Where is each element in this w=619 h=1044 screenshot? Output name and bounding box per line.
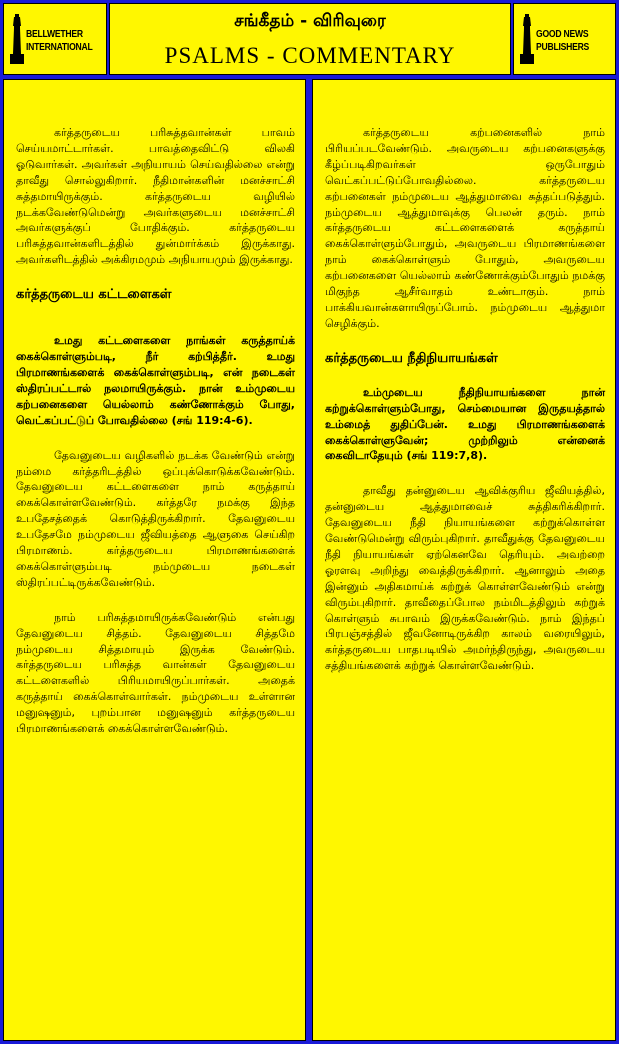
section-heading: கர்த்தருடைய நீதிநியாயங்கள் [325,350,498,366]
paragraph: கர்த்தருடைய கற்பனைகளில் நாம் பிரியப்படவேண்டும். அவருடைய கற்பனைகளுக்கு கீழ்ப்படிகிறவர்கள் ஒருபோதும் வெட்கப்பட்டுப்போவதில்லை. கர்த்தருடைய கற்பனைகள் நம்முடைய ஆத்துமாவை சுத்தப்படுத்தும். நம்முடைய ஆத்துமாவுக்கு பெலன் தரும். நாம் கர்த்தருடைய கட்டளைகளைக் கருத்தாய் கைக்கொள்ளும்போதும், அவருடைய பிரமாணங்களை நாம் கைக்கொள்ளும் போதும், அவருடைய கற்பனைகளை யெல்லாம் கண்ணோக்கும்போதும் நமக்கு மிகுந்த ஆசீர்வாதம் உண்டாகும். நாம் பாக்கியவான்களாயிருப்போம். நம்முடைய ஆத்துமா செழிக்கும். [325,126,605,330]
left-column [3,79,306,1041]
scripture-verse: உம்முடைய நீதிநியாயங்களை நான் கற்றுக்கொள்ளும்போது, செம்மையான இருதயத்தால் உம்மைத் துதிப்பேன். உமது பிரமாணங்களைக் கைக்கொள்ளுவேன்; முற்றிலும் என்னைக் கைவிடாதேயும் (சங் 119:7,8). [325,385,605,463]
title-tamil: சங்கீதம் - விரிவுரை [234,11,386,31]
paragraph: தேவனுடைய வழிகளில் நடக்க வேண்டும் என்று நம்மை கர்த்தரிடத்தில் ஒப்புக்கொடுக்கவேண்டும். தேவனுடைய கட்டளைகளை நாம் கருத்தாய் கைக்கொள்ளவேண்டும். கர்த்தரே நமக்கு இந்த உபதேசத்தைக் கொடுத்திருக்கிறார். தேவனுடைய உபதேசமே நம்முடைய ஜீவியத்தை ஆளுகை செய்கிற பிரமாணம். கர்த்தருடைய பிரமாணங்களைக் கைக்கொள்ளும்படி நம்முடைய நடைகள் ஸ்திரப்பட்டிருக்கவேண்டும். [16,448,295,589]
title-banner [109,3,511,75]
paragraph: நாம் பரிசுத்தமாயிருக்கவேண்டும் என்பது தேவனுடைய சித்தம். தேவனுடைய சித்தமே நம்முடைய சித்தமாயும் இருக்க வேண்டும். கர்த்தருடைய பரிசுத்த வான்கள் தேவனுடைய கட்டளைகளில் பிரியமாயிருப்பார்கள். அதைக் கருத்தாய் கைக்கொள்வார்கள். நம்முடைய உள்ளான மனுஷனும், புறம்பான மனுஷனும் கர்த்தருடைய பிரமாணங்களைக் கைக்கொள்ளவேண்டும். [16,610,295,736]
section-heading: கர்த்தருடைய கட்டளைகள் [16,287,172,303]
bellwether-logo [3,3,107,75]
right-column [312,79,616,1041]
scripture-verse: உமது கட்டளைகளை நாங்கள் கருத்தாய்க் கைக்கொள்ளும்படி, நீர் கற்பித்தீர். உமது பிரமாணங்களைக் கைக்கொள்ளும்படி, என் நடைகள் ஸ்திரப்பட்டால் நலமாயிருக்கும். நான் உம்முடைய கற்பனைகளை யெல்லாம் கண்ணோக்கும் போது, வெட்கப்பட்டுப் போவதில்லை (சங் 119:4-6). [16,334,295,427]
paragraph: கர்த்தருடைய பரிசுத்தவான்கள் பாவம் செய்யமாட்டார்கள். பாவத்தைவிட்டு விலகி ஓடுவார்கள். அவர்கள் அநியாயம் செய்வதில்லை என்று தாவீது சொல்லுகிறார். நீதிமான்களின் மனச்சாட்சி சுத்தமாயிருக்கும். கர்த்தருடைய வழியில் நடக்கவேண்டுமென்று அவர்களுடைய மனச்சாட்சி அவர்களுக்குப் போதிக்கும். கர்த்தருடைய பரிசுத்தவான்களிடத்தில் துன்மார்க்கம் இருக்காது. அவர்களிடத்தில் அக்கிரமமும் அநியாயமும் இருக்காது. [16,126,295,267]
logo-line-2: INTERNATIONAL [26,41,93,53]
title-english: PSALMS - COMMENTARY [164,43,456,68]
logo-line-1: BELLWETHER [26,28,83,40]
good-news-logo [513,3,616,75]
tower-icon [10,14,24,64]
logo-line-1: GOOD NEWS [536,28,589,40]
paragraph: தாவீது தன்னுடைய ஆவிக்குரிய ஜீவியத்தில், தன்னுடைய ஆத்துமாவைச் சுத்திகரிக்கிறார். தேவனுடைய நீதி நியாயங்களை கற்றுக்கொள்ள வேண்டுமென்று விரும்புகிறார். தாவீதுக்கு தேவனுடைய நீதி நியாயங்கள் ஏற்கெனவே தெரியும். அவற்றை ஓரளவு அறிந்து வைத்திருக்கிறார். ஆனாலும் அதை இன்னும் அதிகமாய்க் கற்றுக் கொள்ளவேண்டும் என்று விரும்புகிறார். தாவீதைப்போல நம்மிடத்திலும் கற்றுக் கொள்ளும் சுபாவம் இருக்கவேண்டும். நாம் இந்தப் பிரபஞ்சத்தில் ஜீவனோடிருக்கிற காலம் வரையிலும், கர்த்தருடைய பாதபடியில் அமர்ந்திருந்து, அவருடைய சத்தியங்களைக் கற்றுக் கொள்ளவேண்டும். [325,484,605,673]
tower-icon [520,14,534,64]
logo-line-2: PUBLISHERS [536,41,590,53]
